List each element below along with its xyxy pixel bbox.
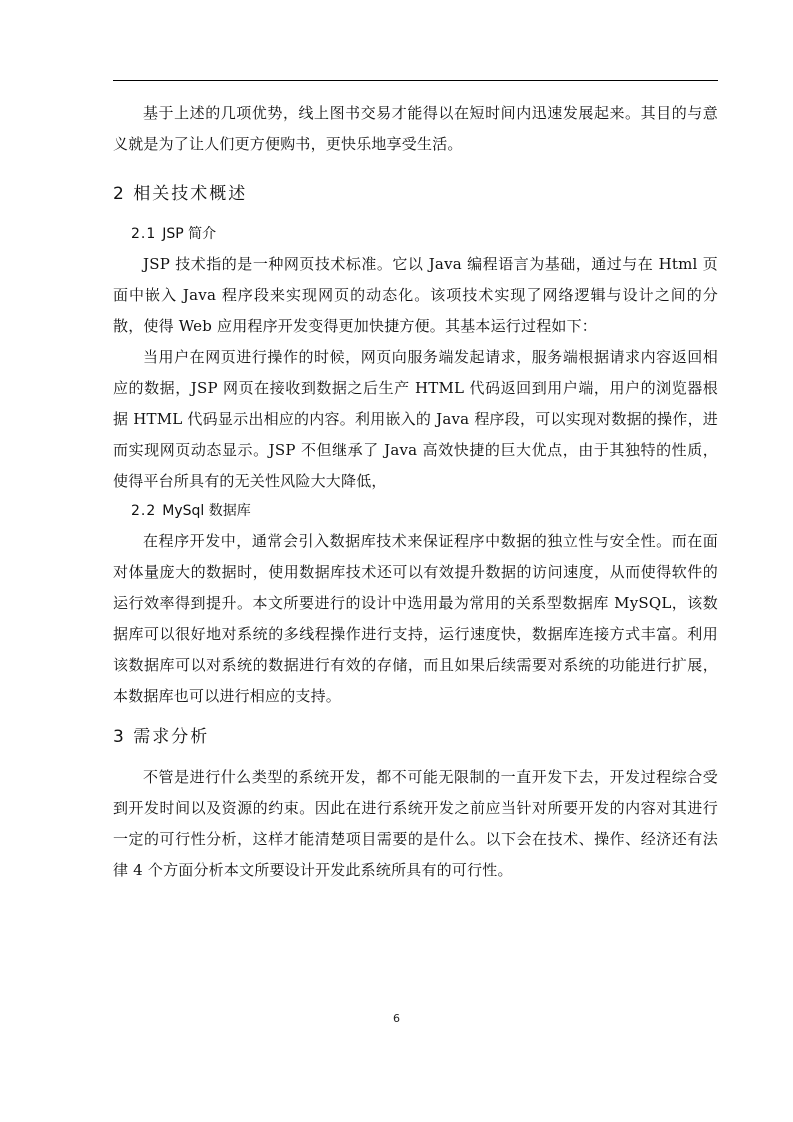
document-body (113, 98, 718, 886)
jsp-paragraph-1: JSP 技术指的是一种网页技术标准。它以 Java 编程语言为基础，通过与在 Html 页面中嵌入 Java 程序段来实现网页的动态化。该项技术实现了网络逻辑与设计之间的分散，使得 Web 应用程序开发变得更加快捷方便。其基本运行过程如下： (113, 255, 718, 335)
page-number: 6 (393, 1012, 400, 1025)
subsection-2-2-number: 2.2 (131, 503, 157, 519)
section-3-heading: 3 需求分析 (113, 727, 210, 747)
mysql-paragraph: 在程序开发中，通常会引入数据库技术来保证程序中数据的独立性与安全性。而在面对体量庞大的数据时，使用数据库技术还可以有效提升数据的访问速度，从而使得软件的运行效率得到提升。本文所要进行的设计中选用最为常用的关系型数据库 MySQL，该数据库可以很好地对系统的多线程操作进行支持，运行速度快，数据库连接方式丰富。利用该数据库可以对系统的数据进行有效的存储，而且如果后续需要对系统的功能进行扩展，本数据库也可以进行相应的支持。 (113, 532, 718, 705)
requirements-paragraph: 不管是进行什么类型的系统开发，都不可能无限制的一直开发下去，开发过程综合受到开发时间以及资源的约束。因此在进行系统开发之前应当针对所要开发的内容对其进行一定的可行性分析，这样才能清楚项目需要的是什么。以下会在技术、操作、经济还有法律 4 个方面分析本文所要设计开发此系统所具有的可行性。 (113, 768, 718, 879)
subsection-2-2-heading (113, 497, 718, 526)
section-2-heading: 2 相关技术概述 (113, 184, 248, 204)
header-rule (113, 80, 718, 81)
subsection-2-1-heading (113, 220, 718, 249)
subsection-2-2-title: MySql 数据库 (162, 503, 251, 519)
jsp-paragraph-2: 当用户在网页进行操作的时候，网页向服务端发起请求，服务端根据请求内容返回相应的数据，JSP 网页在接收到数据之后生产 HTML 代码返回到用户端，用户的浏览器根据 HTML 代码显示出相应的内容。利用嵌入的 Java 程序段，可以实现对数据的操作，进而实现网页动态显示。JSP 不但继承了 Java 高效快捷的巨大优点，由于其独特的性质，使得平台所具有的无关性风险大大降低， (113, 348, 718, 490)
intro-paragraph: 基于上述的几项优势，线上图书交易才能得以在短时间内迅速发展起来。其目的与意义就是为了让人们更方便购书，更快乐地享受生活。 (113, 104, 718, 153)
subsection-2-1-number: 2.1 (131, 226, 157, 242)
subsection-2-1-title: JSP 简介 (162, 226, 217, 242)
